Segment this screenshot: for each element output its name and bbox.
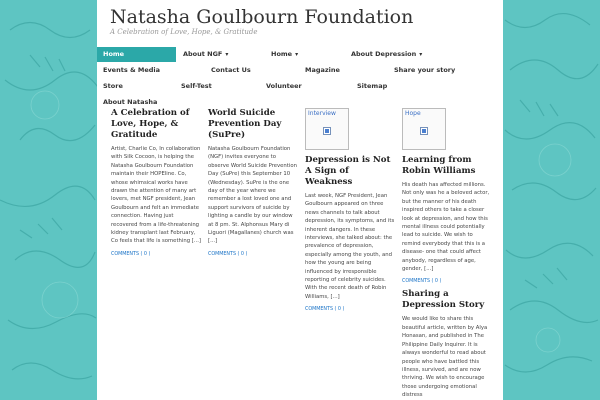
post-card (305, 108, 395, 312)
chevron-down-icon: ▾ (295, 51, 299, 58)
nav-item-events-media[interactable]: Events & Media (103, 66, 161, 74)
post-excerpt: Last week, NGF President, Jean Goulbourn appeared on three news channels to talk about depression, its symptoms, and its inherent dangers. In these interviews, she talked about: the prevalence of depression, especially among the youth, and how the young are being influenced by irresponsible reporting of celebrity suicides. With the recent death of Robin Williams, [...] (305, 193, 395, 300)
broken-image-icon (323, 127, 331, 135)
nav-item-about-ngf[interactable]: About NGF ▾ (183, 50, 229, 58)
nav-item-volunteer[interactable]: Volunteer (266, 82, 302, 90)
post-title[interactable]: Sharing a Depression Story (402, 289, 485, 311)
nav-row (97, 63, 503, 78)
page-container (97, 0, 503, 400)
comments-link[interactable]: COMMENTS ( 0 ) (402, 279, 442, 285)
post-excerpt: We would like to share this beautiful article, written by Alya Honasan, and published in The Philippine Daily Inquirer. It is always wonderful to read about people who have battled this illness, survived, and are now thriving. We wish to encourage those undergoing emotional distress (402, 316, 488, 399)
post-card (402, 108, 492, 400)
nav-item-magazine[interactable]: Magazine (305, 66, 340, 74)
nav-row (97, 79, 503, 94)
comments-link[interactable]: COMMENTS ( 0 ) (208, 251, 248, 257)
thumbnail-alt-text: Hope (405, 110, 421, 117)
nav-item-about-depression[interactable]: About Depression ▾ (351, 50, 423, 58)
nav-item-home-secondary[interactable]: Home ▾ (271, 50, 299, 58)
chevron-down-icon: ▾ (419, 51, 423, 58)
nav-item-self-test[interactable]: Self-Test (181, 82, 212, 90)
main-nav (97, 47, 503, 110)
nav-item-sitemap[interactable]: Sitemap (357, 82, 388, 90)
post-title[interactable]: Depression is Not A Sign of Weakness (305, 155, 391, 187)
comments-link[interactable]: COMMENTS ( 0 ) (111, 251, 151, 257)
nav-item-store[interactable]: Store (103, 82, 123, 90)
post-title[interactable]: A Celebration of Love, Hope, & Gratitude (111, 108, 190, 140)
nav-item-home[interactable]: Home (97, 47, 176, 62)
post-thumbnail[interactable] (402, 108, 446, 150)
thumbnail-alt-text: Interview (308, 110, 336, 117)
broken-image-icon (420, 127, 428, 135)
nav-item-contact-us[interactable]: Contact Us (211, 66, 251, 74)
post-title[interactable]: World Suicide Prevention Day (SuPre) (208, 108, 282, 140)
post-card (111, 108, 201, 257)
post-excerpt: Artist, Charlie Co, In collaboration with Silk Cocoon, is helping the Natasha Goulbourn Foundation maintain their HOPEline. Co, whose whimsical works have drawn the attention of many art lovers, met NGF president, Jean Goulbourn and felt an immediate connection. Having just recovered from a life-threatening kidney transplant last February, Co feels that life is something [...] (111, 146, 201, 245)
comments-link[interactable]: COMMENTS ( 0 ) (305, 307, 345, 313)
post-card (208, 108, 298, 257)
post-excerpt: His death has affected millions. Not only was he a beloved actor, but the manner of his death inspired others to take a closer look at depression, and how this mental illness could potentially lead to suicide. We wish to remind everybody that this is a disease- one that could affect anybody, regardless of age, gender, [...] (402, 182, 490, 273)
nav-item-share-your-story[interactable]: Share your story (394, 66, 456, 74)
post-excerpt: Natasha Goulbourn Foundation (NGF) invites everyone to observe World Suicide Prevention Day (SuPre) this September 10 (Wednesday). SuPre is the one day of the year where we remember a lost loved one and support survivors of suicide by lighting a candle by our window at 8 pm. St. Alphonsus Mary di Liguori (Magallanes) church was [...] (208, 146, 297, 245)
nav-item-about-natasha[interactable]: About Natasha (103, 98, 158, 106)
nav-row (97, 47, 503, 62)
site-tagline: A Celebration of Love, Hope, & Gratitude (110, 28, 258, 36)
post-thumbnail[interactable] (305, 108, 349, 150)
post-title[interactable]: Learning from Robin Williams (402, 155, 476, 176)
site-title[interactable]: Natasha Goulbourn Foundation (110, 6, 414, 28)
chevron-down-icon: ▾ (225, 51, 229, 58)
